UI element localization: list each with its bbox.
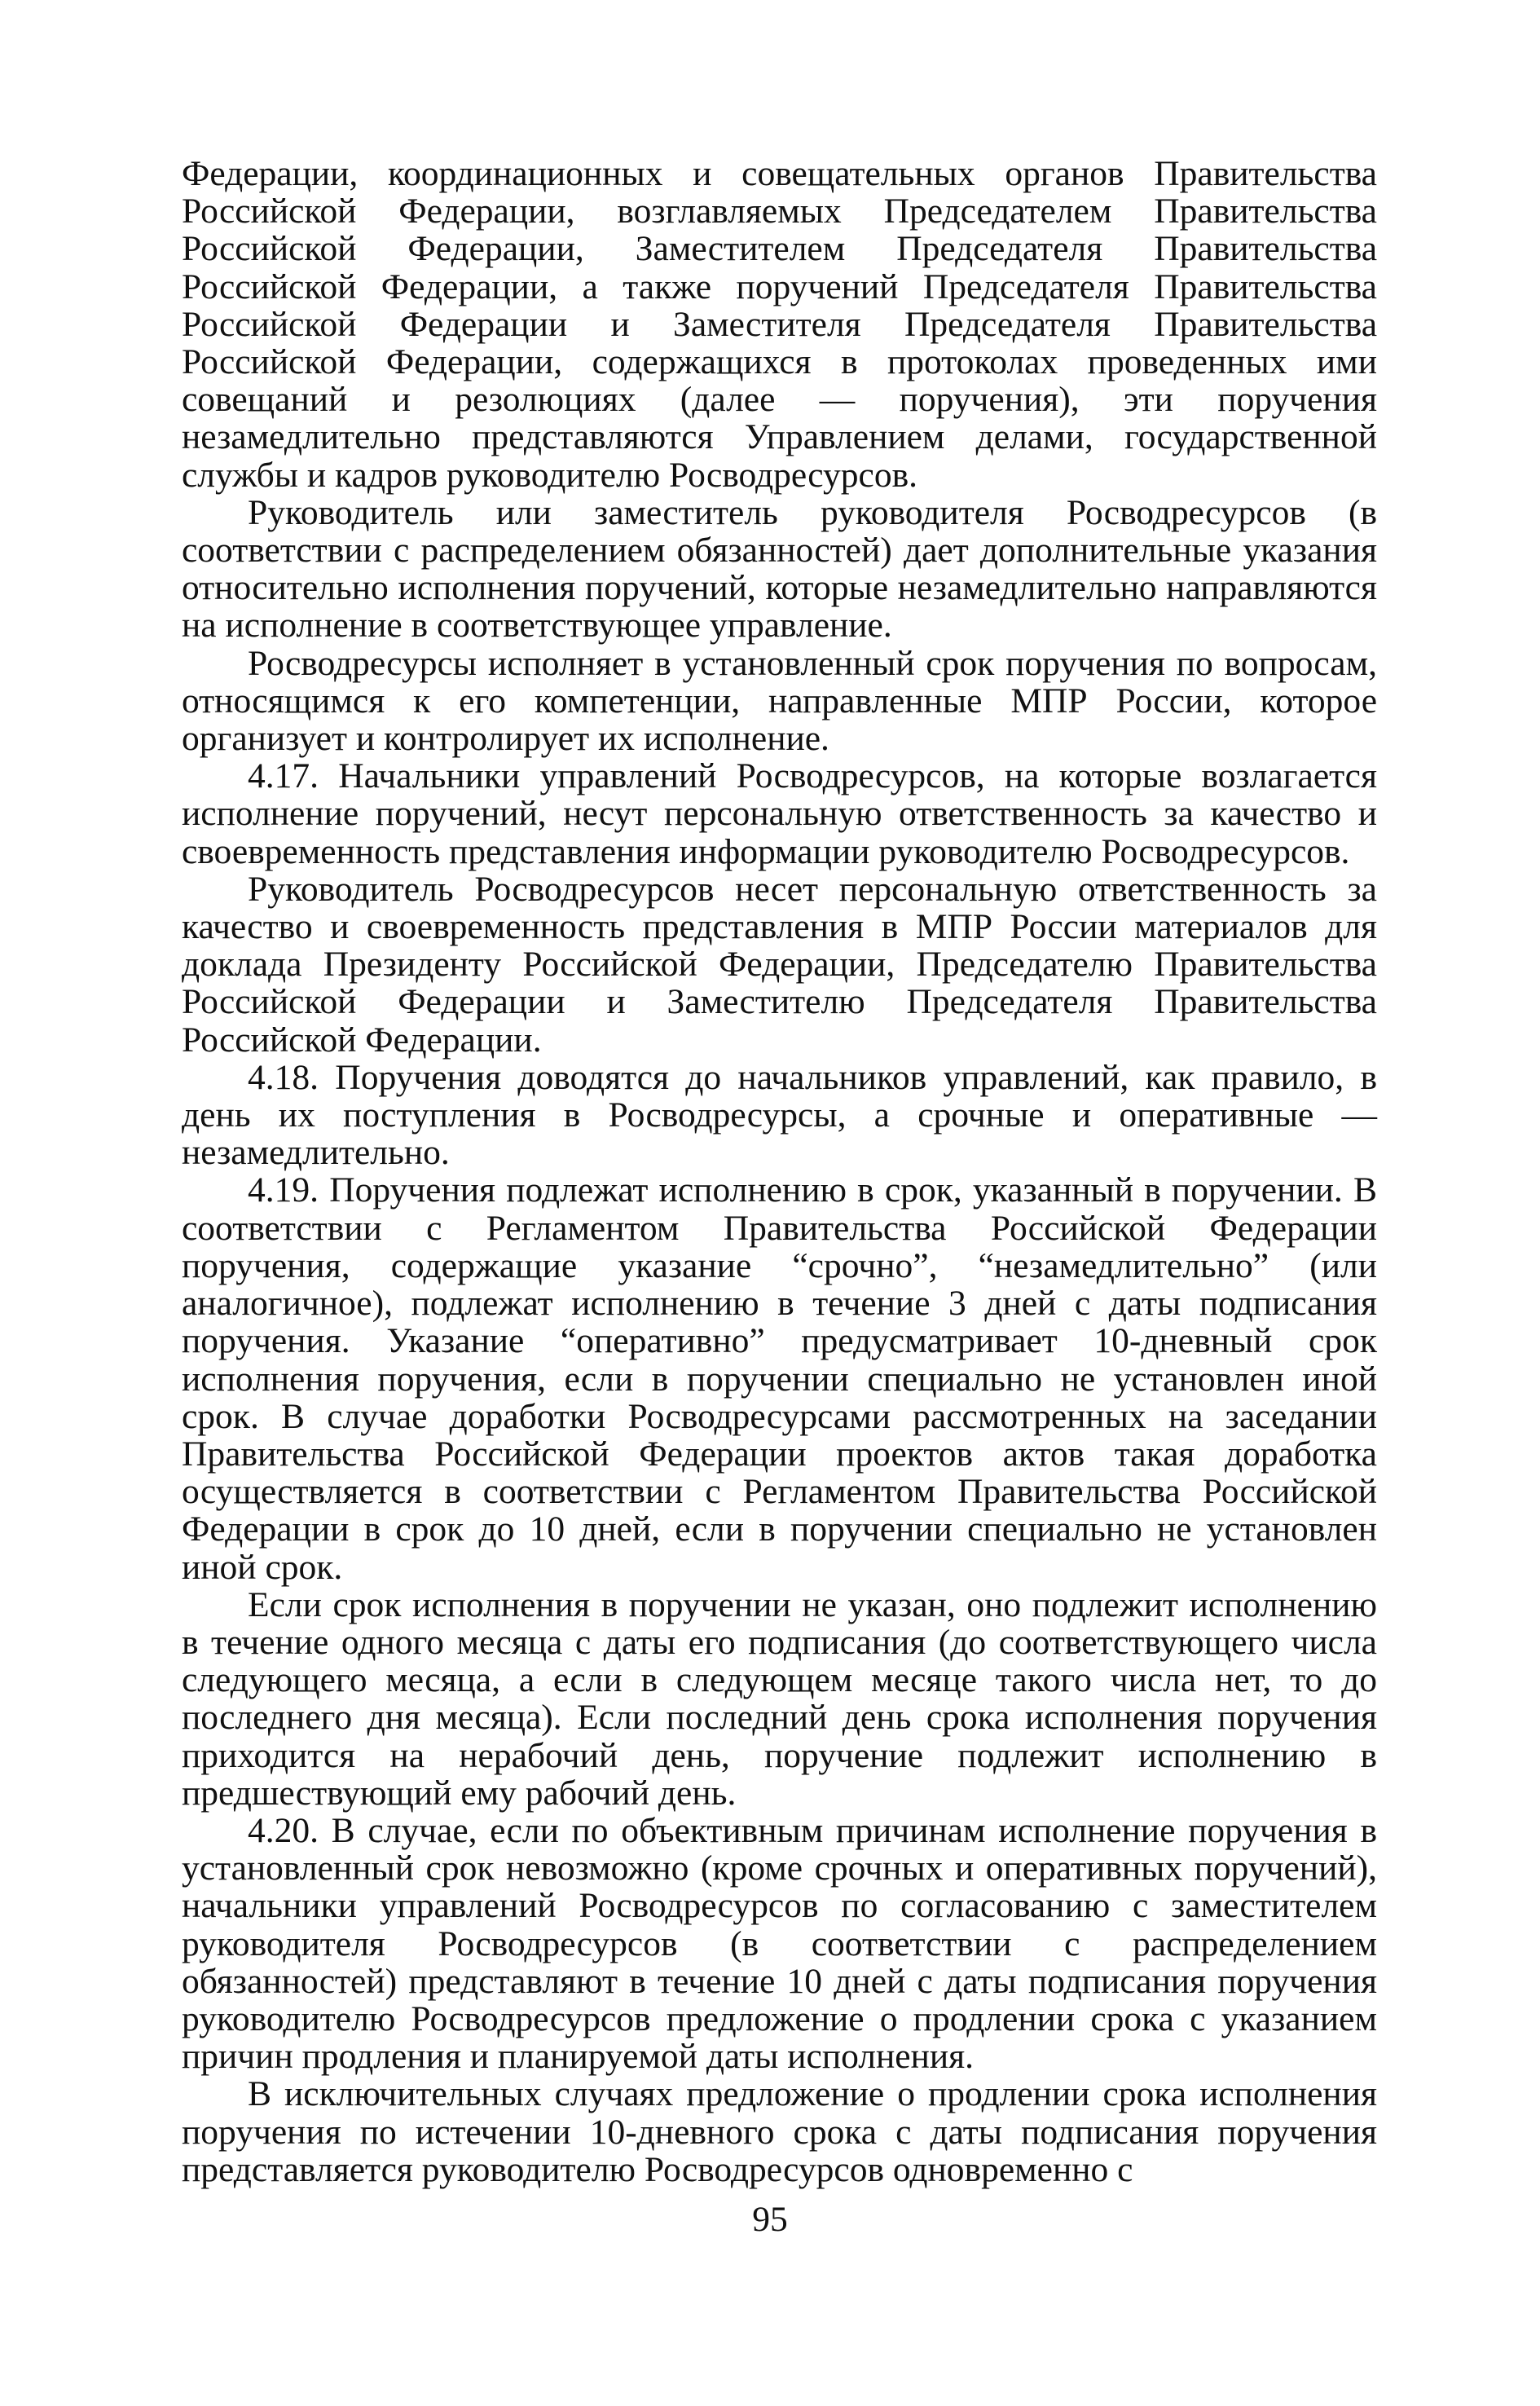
paragraph: Руководитель Росводресурсов несет персональную ответственность за качество и своевременность представления в МПР России материалов для доклада Президенту Российской Федерации, Председателю Правительства Российской Федерации и Заместителю Председателя Правительства Российской Федерации. xyxy=(182,869,1377,1060)
paragraph-continuation: Федерации, координационных и совещательных органов Правительства Российской Федерации, возглавляемых Председателем Правительства Российской Федерации, Заместителем Председателя Правительства Российской Федерации, а также поручений Председателя Правительства Российской Федерации и Заместителя Председателя Правительства Российской Федерации, содержащихся в протоколах проведенных ими совещаний и резолюциях (далее — поручения), эти поручения незамедлительно представляются Управлением делами, государственной службы и кадров руководителю Росводресурсов. xyxy=(182,154,1377,495)
paragraph-clause-4-18: 4.18. Поручения доводятся до начальников управлений, как правило, в день их поступления в Росводресурсы, а срочные и оперативные — незамедлительно. xyxy=(182,1057,1377,1173)
paragraph: Если срок исполнения в поручении не указан, оно подлежит исполнению в течение одного месяца с даты его подписания (до соответствующего числа следующего месяца, а если в следующем месяце такого числа нет, то до последнего дня месяца). Если последний день срока исполнения поручения приходится на нерабочий день, поручение подлежит исполнению в предшествующий ему рабочий день. xyxy=(182,1584,1377,1813)
paragraph: Руководитель или заместитель руководителя Росводресурсов (в соответствии с распределением обязанностей) дает дополнительные указания относительно исполнения поручений, которые незамедлительно направляются на исполнение в соответствующее управление. xyxy=(182,492,1377,646)
paragraph-clause-4-20: 4.20. В случае, если по объективным причинам исполнение поручения в установленный срок невозможно (кроме срочных и оперативных поручений), начальники управлений Росводресурсов по согласованию с заместителем руководителя Росводресурсов (в соответствии с распределением обязанностей) представляют в течение 10 дней с даты подписания поручения руководителю Росводресурсов предложение о продлении срока с указанием причин продления и планируемой даты исполнения. xyxy=(182,1810,1377,2077)
paragraph-clause-4-19: 4.19. Поручения подлежат исполнению в срок, указанный в поручении. В соответствии с Регламентом Правительства Российской Федерации поручения, содержащие указание “срочно”, “незамедлительно” (или аналогичное), подлежат исполнению в течение 3 дней с даты подписания поручения. Указание “оперативно” предусматривает 10-дневный срок исполнения поручения, если в поручении специально не установлен иной срок. В случае доработки Росводресурсами рассмотренных на заседании Правительства Российской Федерации проектов актов такая доработка осуществляется в соответствии с Регламентом Правительства Российской Федерации в срок до 10 дней, если в поручении специально не установлен иной срок. xyxy=(182,1170,1377,1587)
body-text xyxy=(182,155,1377,2188)
paragraph: Росводресурсы исполняет в установленный срок поручения по вопросам, относящимся к его компетенции, направленные МПР России, которое организует и контролирует их исполнение. xyxy=(182,643,1377,759)
page-number: 95 xyxy=(752,2200,788,2239)
paragraph-clause-4-17: 4.17. Начальники управлений Росводресурсов, на которые возлагается исполнение поручений, несут персональную ответственность за качество и своевременность представления информации руководителю Росводресурсов. xyxy=(182,756,1377,871)
paragraph: В исключительных случаях предложение о продлении срока исполнения поручения по истечении 10-дневного срока с даты подписания поручения представляется руководителю Росводресурсов одновременно с xyxy=(182,2074,1377,2189)
